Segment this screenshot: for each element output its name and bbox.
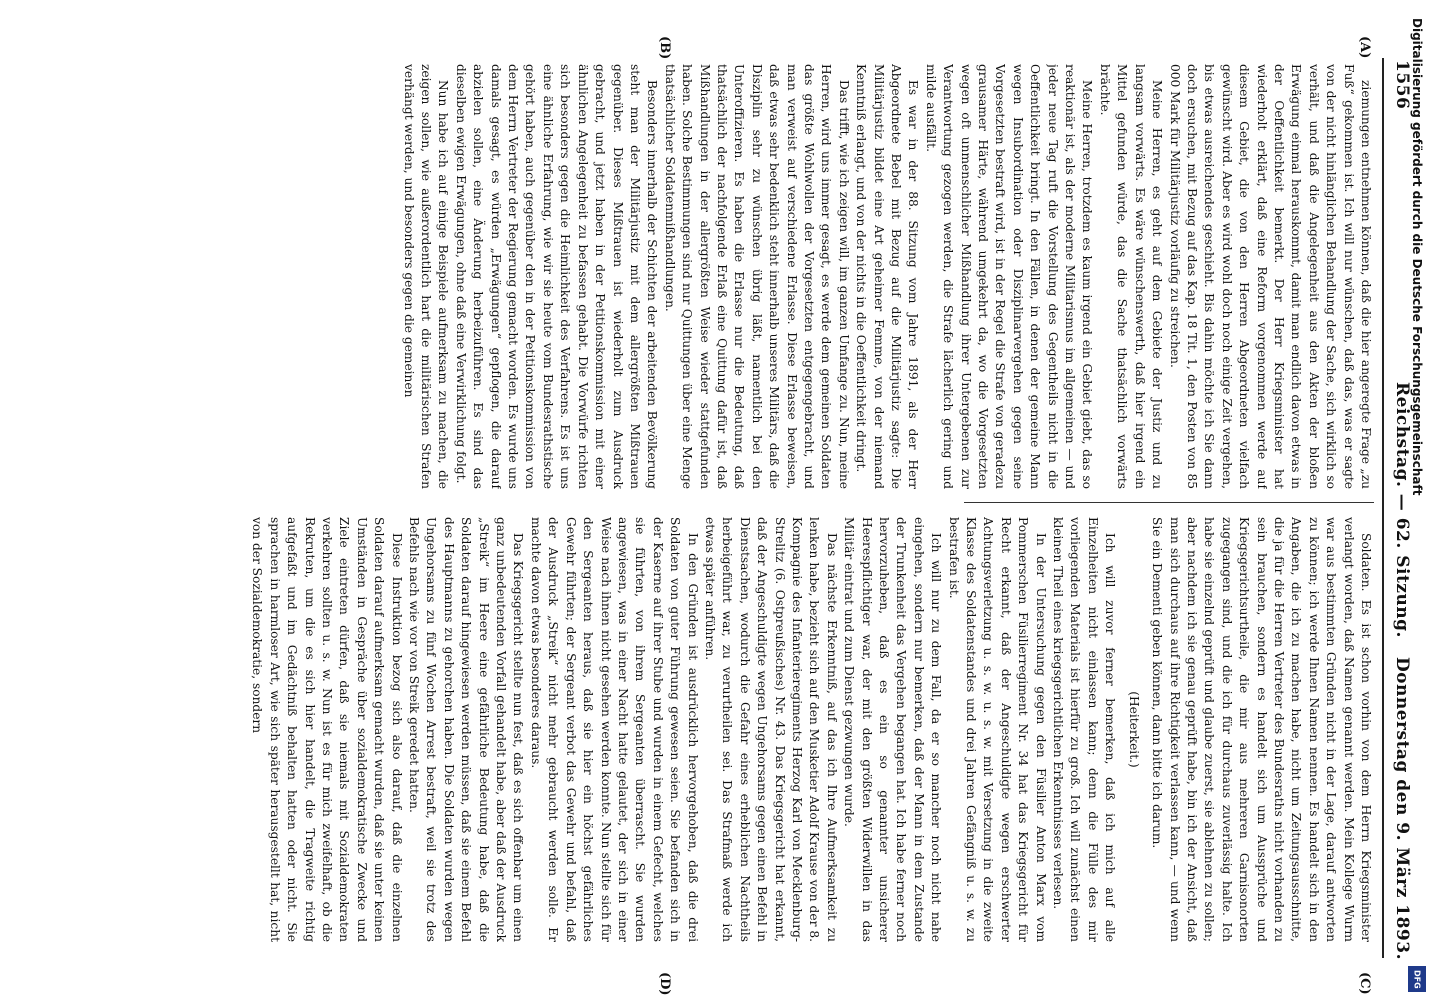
paragraph: ziemungen entnehmen können, daß die hier angeregte Frage „zu Fuß“ gekommen ist. Ich will nur wünschen, daß das, was er sagte von der nicht hinlänglichen Behandlung der Sache, sich wirklich so verhält, und daß die Angelegenheit aus den Akten der bloßen Erwägung einmal herauskommt, damit man endlich davon etwas in der Oeffentlichkeit bemerkt. Der Herr Kriegsminister hat wiederholt erklärt, daß eine Reform vorgenommen werde auf diesem Gebiet, die von den Herren Abgeordneten vielfach gewünscht wird. Aber es wird wohl doch noch einige Zeit vergehen, bis etwas ausreichendes geschieht. Bis dahin möchte ich Sie dann doch ersuchen, mit Bezug auf das Kap. 18 Tit. 1, den Posten von 85 000 Mark für Militärjustiz vorläufig zu streichen. — [1167, 64, 1373, 489]
paragraph: Meine Herren, es geht auf dem Gebiete der Justiz und zu langsam vorwärts. Es wäre wünschenswerth, daß hier irgend ein Mittel gefunden würde, das die Sache thatsächlich vorwärts brächte. — [1097, 64, 1165, 489]
right-text-column — [0, 517, 1374, 942]
paragraph: Nun habe ich auf einige Beispiele aufmerksam zu machen, die zeigen sollen, wie außerordentlich hart die militärischen Strafen verhängt werden, und besonders gegen die gemeinen — [401, 64, 451, 489]
paragraph: (Heiterkeit.) — [1126, 691, 1141, 768]
paragraph: Das trifft, wie ich zeigen will, im ganzen Umfange zu. Nun, meine Herren, wird uns immer gesagt, es werde dem gemeinen Soldaten das größte Wohlwollen der Vorgesetzten entgegengebracht, und man verweist auf verschiedene Erlasse. Diese Erlasse beweisen, daß etwas sehr bedenklich steht innerhalb unseres Militärs, daß die Disziplin sehr zu wünschen übrig läßt, namentlich bei den Unteroffizieren. Es haben die Erlasse nur die Bedeutung, daß thatsächlich der nachfolgende Erlaß eine Quittung dafür ist, daß Mißhandlungen in der allergrößten Weise wieder stattgefunden haben. Solche Bestimmungen sind nur Quittungen über eine Menge thatsächlicher Soldatenmißhandlungen. — [662, 64, 851, 489]
margin-marker-c: (C) — [1357, 972, 1372, 995]
paragraph: Meine Herren, trotzdem es kaum irgend ein Gebiet giebt, das so reaktionär ist, als der moderne Militarismus im allgemeinen — und jeder neue Tag ruft die Vorstellung des Gegentheils nicht in die Oeffentlichkeit bringt. In den Fällen, in denen der gemeine Mann wegen Insubordination oder Disziplinarvergehen gegen seine Vorgesetzten bestraft wird, ist in der Regel die Strafe von geradezu grausamer Härte, während umgekehrt da, wo die Vorgesetzten wegen oft unmenschlicher Mißhandlung ihrer Untergebenen zur Verantwortung gezogen werden, die Strafe lächerlich gering und milde ausfällt. — [923, 64, 1095, 489]
header-rule — [1382, 58, 1384, 958]
running-title: Reichstag. — 62. Sitzung. — [1392, 382, 1412, 638]
dfg-logo: DFG — [1408, 966, 1426, 992]
margin-marker-a: (A) — [1357, 36, 1372, 59]
paragraph: Das Kriegsgericht stellte nun fest, daß es sich offenbar um einen ganz unbedeutenden Vorfall gehandelt habe, aber daß der Ausdruck „Streik“ im Heere eine gefährliche Bedeutung habe, daß die Soldaten darauf hingewiesen werden müssen, daß sie einem Befehl des Hauptmanns zu gehorchen haben. Die Soldaten wurden wegen Ungehorsams zu fünf Wochen Arrest bestraft, weil sie trotz des Befehls nach wie vor von Streik geredet hatten. — [407, 517, 526, 942]
paragraph: Soldaten. Es ist schon vorhin von dem Herrn Kriegsminister verlangt worden, daß Namen genannt werden. Mein Kollege Wurm war aus bestimmten Gründen nicht in der Lage, darauf antworten zu können; ich werde Ihnen Namen nennen. Es handelt sich in den Angaben, die ich zu machen habe, nicht um Zeitungsausschnitte, die ja für die Herren Vertreter des Bundesraths nicht vorhanden zu sein brauchen, sondern es handelt sich um Aussprüche und Kriegsgerichtsurtheile, die mir aus mehreren Garnisonorten zugegangen sind, und die ich für durchaus zuverlässig halte. Ich habe sie einzelnd geprüft und glaube zuerst, sie ablehnen zu sollen; aber nachdem ich sie genau geprüft habe, bin ich der Ansicht, daß man sich durchaus auf ihre Richtigkeit verlassen kann, — und wenn Sie ein Dementi geben können, dann bitte ich darum. — [1150, 517, 1373, 942]
paragraph: Es war in der 88. Sitzung vom Jahre 1891, als der Herr Abgeordnete Bebel mit Bezug auf die Militärjustiz sagte: Die Militärjustiz bildet eine Art geheimer Femme, von der niemand Kenntniß erlangt, und von der nichts in die Oeffentlichkeit dringt. — [854, 64, 921, 489]
left-text-column — [0, 64, 1374, 489]
paragraph: Diese Instruktion bezog sich also darauf, daß die einzelnen Soldaten darauf aufmerksam gemacht wurden, daß sie unter keinen Umständen in Gespräche über sozialdemokratische Zwecke und Ziele eintreten dürfen, daß sie niemals mit Sozialdemokraten verkehren sollten u. s. w. Nun ist es für mich zweifelhaft, ob die Rekruten, um die es sich hier handelt, die Tragweite richtig aufgefaßt und im Gedächtniß behalten hatten oder nicht. Sie sprachen in harmloser Art, wie sich später herausgestellt hat, nicht von der Sozialdemokratie, sondern — [250, 517, 404, 942]
paragraph: Das nächste Erkenntniß, auf das ich Ihre Aufmerksamkeit zu lenken habe, bezieht sich auf den Musketier Adolf Krause von der 8. Kompagnie des Infanterieregiments Herzog Karl von Mecklenburg-Strelitz (6. Ostpreußisches) Nr. 43. Das Kriegsgericht hat erkannt, daß der Angeschuldigte wegen Ungehorsams gegen einen Befehl in Dienstsachen, wodurch die Gefahr eines erheblichen Nachtheils herbeigeführt war, zu verurtheilen sei. Das Strafmaß werde ich etwas später anführen. — [702, 517, 839, 942]
margin-marker-d: (D) — [657, 972, 672, 996]
column-divider — [964, 502, 1374, 503]
paragraph: In der Untersuchung gegen den Füsilier Anton Marx vom Pommerschen Füsilierregiment Nr. 34 hat das Kriegsgericht für Recht erkannt, daß der Angeschuldigte wegen erschwerter Achtungsverletzung u. s. w. u. s. w. mit Versetzung in die zweite Klasse des Soldatenstandes und drei Jahren Gefängniß u. s. w. zu bestrafen ist. — [946, 517, 1048, 942]
session-date: Donnerstag den 9. März 1893. — [1392, 656, 1412, 960]
digitization-footer — [1402, 0, 1432, 1000]
footer-credit: Digitalisierung gefördert durch die Deutsche Forschungsgemeinschaft — [1410, 18, 1424, 496]
paragraph: Ich will nur zu dem Fall, da er so mancher noch nicht nahe eingehen, sondern nur bemerken, daß der Mann in dem Zustande der Trunkenheit das Vergehen begangen hat. Ich habe ferner noch hervorzuheben, daß es ein so genannter unsicherer Heerespflichtiger war, der mit den größten Widerwillen in das Militär eintrat und zum Dienst gezwungen wurde. — [842, 517, 944, 942]
paragraph: In den Gründen ist ausdrücklich hervorgehoben, daß die drei Soldaten von guter Führung gewesen seien. Sie befanden sich in der Kaserne auf ihrer Stube und wurden in einem Gefecht, welches sie führten, von ihrem Sergeanten überrascht. Sie wurden angewiesen, was in einer Nacht hatte gelautet, der sich in einer Weise nach ihnen nicht gesehen werden konnte. Nun stellte sich für den Sergeanten heraus, daß sie hier ein höchst gefährliches Gewehr führten; der Sergeant verbot das Gewehr und befahl, daß der Ausdruck „Streik“ nicht mehr gebraucht werden solle. Er machte davon etwas besonderes daraus. — [528, 517, 700, 942]
paragraph: Ich will zuvor ferner bemerken, daß ich mich auf alle Einzelheiten nicht einlassen kann; denn die Fülle des mir vorliegenden Materials ist hierfür zu groß. Ich will zunächst einen kleinen Theil eines kriegsgerichtlichen Erkenntnisses verlesen. — [1051, 517, 1118, 942]
page-number: 1556 — [1392, 60, 1412, 110]
margin-marker-b: (B) — [657, 36, 672, 60]
paragraph: Besonders innerhalb der Schichten der arbeitenden Bevölkerung steht man der Militärjustiz mit dem allergrößten Mißtrauen gegenüber. Dieses Mißtrauen ist wiederholt zum Ausdruck gebracht, und jetzt haben in der Petitionskommission mit einer ähnlichen Angelegenheit zu befassen gehabt. Die Vorwürfe richten sich besonders gegen die Heimlichkeit des Verfahrens. Es ist uns eine ähnliche Erfahrung, wie wir sie heute vom Bundesrathstische gehört haben, auch gegenüber den in der Petitionskommission von dem Herrn Vertreter der Regierung gemacht worden. Es wurde uns damals gesagt, es würden „Erwägungen“ gepflogen, die darauf abzielen sollen, eine Änderung herbeizuführen. Es sind das dieselben ewigen Erwägungen, ohne daß eine Verwirklichung folgt. — [453, 64, 660, 489]
